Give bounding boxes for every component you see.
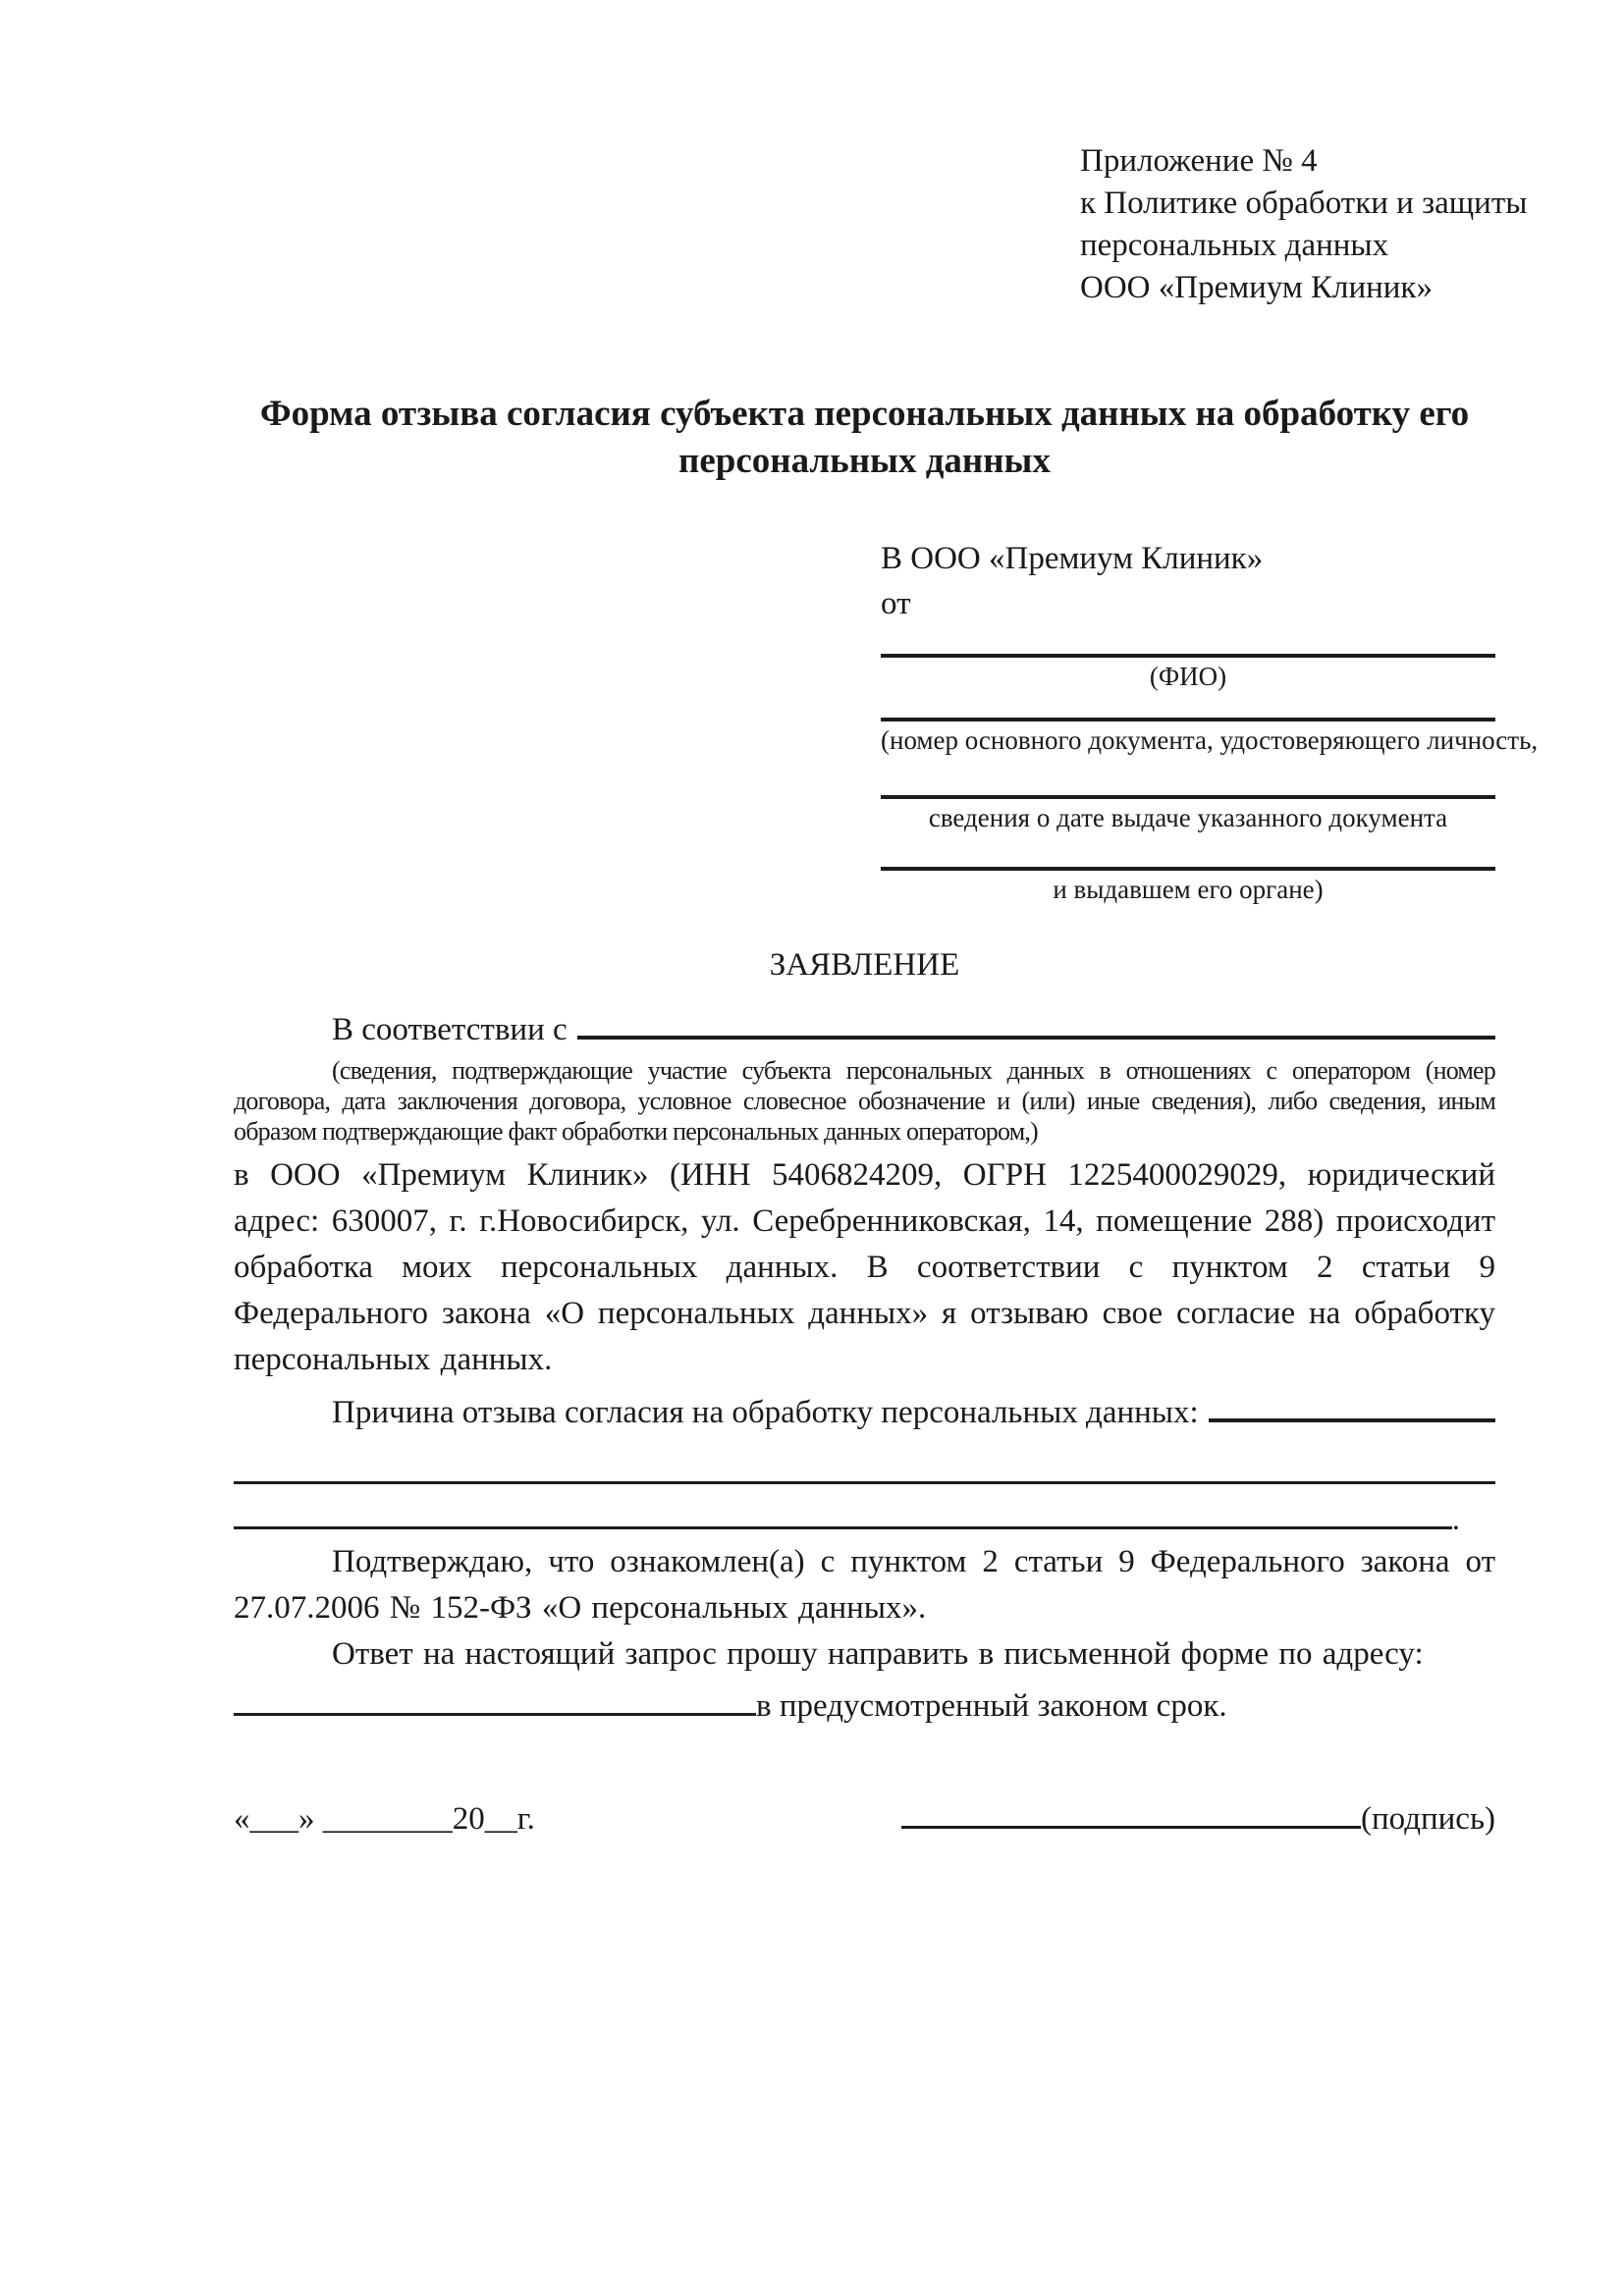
reason-blank-line-1[interactable] [234,1481,1495,1484]
statement-heading: ЗАЯВЛЕНИЕ [769,947,960,983]
signature-blank-field[interactable] [901,1790,1361,1829]
doc-number-caption: (номер основного документа, удостоверяющего личность, [881,725,1539,755]
reason-end-period: . [1451,1502,1460,1537]
reply-tail-text: в предусмотренный законом срок. [756,1688,1227,1724]
basis-blank-field[interactable] [577,1000,1495,1040]
reason-blank-line-2-row [234,1502,1495,1537]
signature-caption: (подпись) [1361,1801,1495,1837]
confirmation-paragraph: Подтверждаю, что ознакомлен(а) с пунктом 2 статьи 9 Федерального закона от 27.07.2006 № 152-ФЗ «О персональных данных». [234,1544,1495,1626]
issue-date-blank-field[interactable] [881,795,1495,799]
address-blank-field[interactable] [234,1678,756,1716]
footer-row [234,1790,1495,1842]
appendix-line-3: персональных данных [1080,228,1389,263]
fio-blank-field[interactable] [881,654,1495,658]
date-blank-field[interactable]: «___» ________20__г. [234,1801,535,1837]
issue-date-caption: сведения о дате выдаче указанного документа [928,803,1448,832]
appendix-block [1080,140,1528,309]
addressee-to: В ООО «Премиум Клиник» [881,541,1264,576]
statement-body: в ООО «Премиум Клиник» (ИНН 5406824209, ОГРН 1225400029029, юридический адрес: 630007, г. г.Новосибирск, ул. Серебренниковская, 14, помещение 288) происходит обработка моих персональных данных. В соответствии с пунктом 2 статьи 9 Федерального закона «О персональных данных» я отзываю свое согласие на обработку персональных данных. [234,1157,1495,1377]
signature-group [901,1790,1495,1842]
basis-row [234,1000,1495,1053]
reason-row [234,1383,1495,1436]
appendix-line-4: ООО «Премиум Клиник» [1080,270,1433,305]
reason-label: Причина отзыва согласия на обработку персональных данных: [332,1395,1199,1430]
addressee-block [881,536,1539,905]
reason-blank-line-2[interactable] [234,1519,1452,1529]
reason-blank-field[interactable] [1209,1383,1495,1422]
reply-address-row [234,1678,1495,1730]
appendix-line-1: Приложение № 4 [1080,143,1318,179]
reply-request-paragraph: Ответ на настоящий запрос прошу направить в письменной форме по адресу: [332,1636,1424,1672]
basis-note: (сведения, подтверждающие участие субъекта персональных данных в отношениях с оператором (номер договора, дата заключения договора, условное словесное обозначение и (или) иные сведения), либо сведения, иным образом подтверждающие факт обработки персональных данных оператором,) [234,1056,1495,1146]
addressee-from-label: от [881,586,911,621]
issuer-blank-field[interactable] [881,867,1495,871]
issuer-caption: и выдавшем его органе) [1053,875,1324,904]
document-title: Форма отзыва согласия субъекта персональных данных на обработку его персональных данных [259,394,1470,481]
fio-caption: (ФИО) [1149,662,1227,691]
basis-label: В соответствии с [332,1012,568,1047]
appendix-line-2: к Политике обработки и защиты [1080,186,1528,221]
doc-number-blank-field[interactable] [881,718,1495,721]
